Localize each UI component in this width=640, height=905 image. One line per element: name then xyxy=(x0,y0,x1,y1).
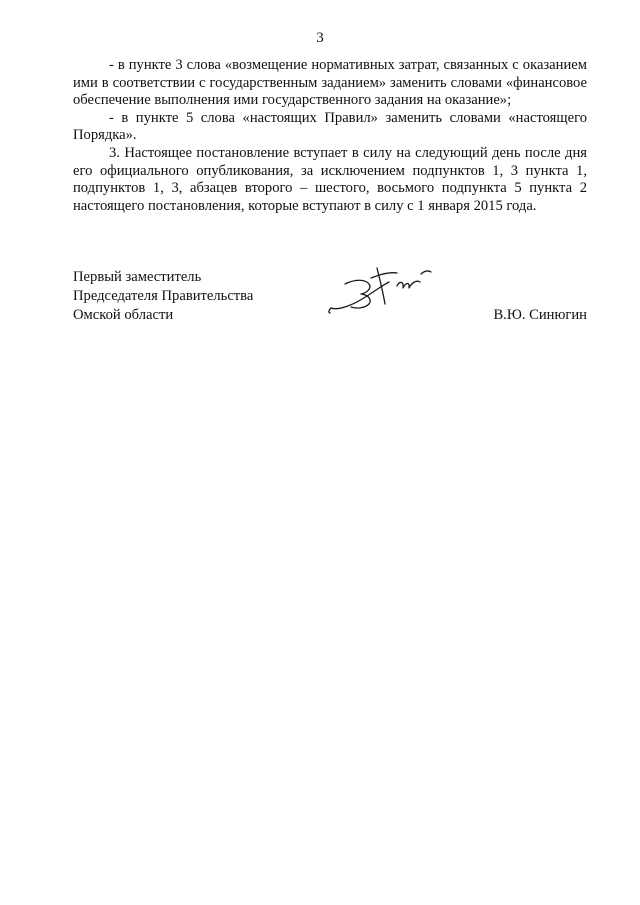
signer-name: В.Ю. Синюгин xyxy=(493,307,587,323)
paragraph-item-3-amendment: - в пункте 3 слова «возмещение нормативных затрат, связанных с оказанием ими в соответствии с государственным заданием» заменить словами «финансовое обеспечение выполнения ими государственного задания на оказание»; xyxy=(73,57,587,109)
paragraph-effective-date: 3. Настоящее постановление вступает в силу на следующий день после дня его официального опубликования, за исключением подпунктов 1, 3 пункта 1, подпунктов 1, 3, абзацев второго – шестого, восьмого подпункта 5 пункта 2 настоящего постановления, которые вступают в силу с 1 января 2015 года. xyxy=(73,144,587,214)
signer-title-line: Омской области xyxy=(73,307,174,323)
handwritten-signature xyxy=(325,258,435,320)
paragraph-item-5-amendment: - в пункте 5 слова «настоящих Правил» заменить словами «настоящего Порядка». xyxy=(73,109,587,144)
page-number: 3 xyxy=(316,30,324,46)
signer-title xyxy=(73,268,253,325)
signature-block xyxy=(73,268,587,328)
signer-title-line: Первый заместитель xyxy=(73,269,202,285)
signer-title-line: Председателя Правительства xyxy=(73,288,254,304)
document-body xyxy=(73,57,587,215)
